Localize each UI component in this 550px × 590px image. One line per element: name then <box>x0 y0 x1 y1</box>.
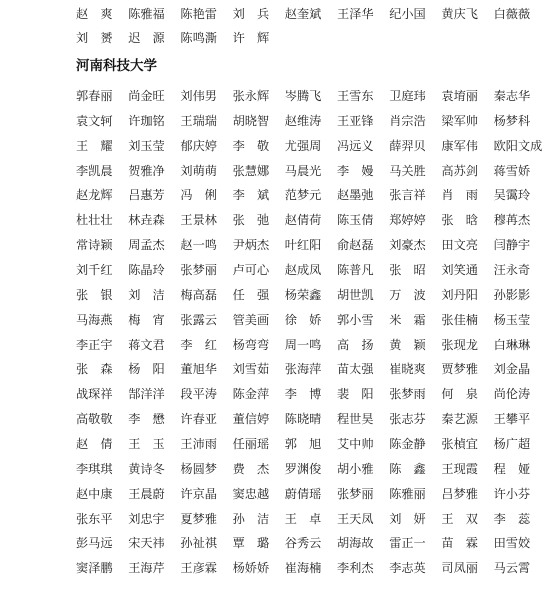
name-entry: 高敬敬 <box>76 412 113 427</box>
name-entry: 马云霄 <box>493 561 531 576</box>
name-entry: 崔晓爽 <box>389 362 426 377</box>
name-entry: 吕梦雅 <box>441 486 478 501</box>
name-entry: 张言祥 <box>389 188 426 203</box>
name-entry: 马关胜 <box>389 163 426 178</box>
name-entry: 李 嫚 <box>337 163 374 178</box>
name-entry: 汪永奇 <box>493 263 531 277</box>
name-entry: 费 杰 <box>232 461 270 476</box>
name-entry: 孙祉祺 <box>180 536 217 551</box>
name-entry: 李 敬 <box>232 138 270 153</box>
name-entry: 黄诗冬 <box>128 461 165 476</box>
name-entry: 张海萍 <box>284 362 322 377</box>
name-entry: 张梦雨 <box>389 387 426 402</box>
name-entry: 董信婷 <box>232 412 270 427</box>
name-entry: 林垚森 <box>128 213 165 228</box>
name-entry: 郑婷婷 <box>389 213 426 228</box>
name-entry: 高 扬 <box>337 337 374 352</box>
main-name-row <box>76 483 546 505</box>
name-entry: 梁军帅 <box>441 113 478 128</box>
name-entry: 张楨宜 <box>441 436 478 451</box>
name-entry: 陈晓晴 <box>284 412 322 427</box>
name-entry: 刘 妍 <box>389 511 426 526</box>
name-entry: 秦艺源 <box>441 412 478 427</box>
name-entry: 陈艳雷 <box>180 7 217 21</box>
top-name-row <box>76 3 546 25</box>
name-entry: 杨梦科 <box>493 113 531 128</box>
name-entry: 杨玉莹 <box>493 312 531 327</box>
name-entry: 尹炳杰 <box>232 238 270 253</box>
name-entry: 刘金晶 <box>493 362 531 377</box>
name-entry: 陈雅丽 <box>389 486 426 501</box>
name-entry: 白薇薇 <box>493 7 531 21</box>
name-entry: 艾中帅 <box>337 436 374 451</box>
name-entry: 张露云 <box>180 312 217 327</box>
name-entry: 赵维涛 <box>284 113 322 128</box>
name-entry: 尚金旺 <box>128 89 165 103</box>
name-entry: 郁庆婷 <box>180 138 217 153</box>
name-entry: 陈玉倩 <box>337 213 374 228</box>
name-entry: 张慧娜 <box>232 163 270 178</box>
name-entry: 尤强周 <box>284 138 322 153</box>
name-entry: 郜洋洋 <box>128 387 165 402</box>
name-entry: 刘丹阳 <box>441 287 478 302</box>
name-entry: 王攀平 <box>493 412 531 427</box>
name-entry: 贾梦雅 <box>441 362 478 377</box>
name-entry: 赵倩荷 <box>284 213 322 228</box>
main-name-row <box>76 309 546 331</box>
name-entry: 管美画 <box>232 312 270 327</box>
name-entry: 黄庆飞 <box>441 7 478 21</box>
main-name-row <box>76 234 546 256</box>
name-entry: 秦志华 <box>493 89 531 103</box>
name-entry: 张现龙 <box>441 337 478 352</box>
name-entry: 任 强 <box>232 287 270 302</box>
name-entry: 许 辉 <box>232 30 270 45</box>
name-entry: 吕惠芳 <box>128 188 165 203</box>
main-name-row <box>76 532 546 554</box>
name-entry: 王 玉 <box>128 436 165 451</box>
name-entry: 王晨蔚 <box>128 486 165 501</box>
name-entry: 刘千红 <box>76 263 113 277</box>
name-entry: 苗 霖 <box>441 536 478 551</box>
name-entry: 司凤丽 <box>441 561 478 576</box>
name-entry: 俞赵磊 <box>337 238 374 253</box>
name-entry: 张梦丽 <box>180 263 217 277</box>
name-entry: 孙影影 <box>493 287 531 302</box>
name-entry: 卢可心 <box>232 263 270 277</box>
main-name-row <box>76 184 546 206</box>
name-entry: 王泽华 <box>337 7 374 21</box>
name-entry: 刘豪杰 <box>389 238 426 253</box>
name-entry: 张志芬 <box>389 412 426 427</box>
name-entry: 赵中康 <box>76 486 113 501</box>
name-entry: 王彦霖 <box>180 561 217 576</box>
main-name-row <box>76 110 546 132</box>
name-entry: 康军伟 <box>441 138 478 153</box>
name-entry: 王 耀 <box>76 138 113 153</box>
name-entry: 常诗颖 <box>76 238 113 253</box>
name-entry: 张佳楠 <box>441 312 478 327</box>
name-entry: 王现霞 <box>441 461 478 476</box>
main-name-row <box>76 334 546 356</box>
name-entry: 杨圆梦 <box>180 461 217 476</box>
name-entry: 董旭华 <box>180 362 217 377</box>
name-entry: 胡海故 <box>337 536 374 551</box>
name-entry: 陈普凡 <box>337 263 374 277</box>
name-entry: 赵龙辉 <box>76 188 113 203</box>
main-name-row <box>76 209 546 231</box>
name-entry: 袁文轲 <box>76 113 113 128</box>
name-entry: 薛羿贝 <box>389 138 426 153</box>
name-entry: 王天凤 <box>337 511 374 526</box>
main-name-row <box>76 160 546 182</box>
name-entry: 王海芹 <box>128 561 165 576</box>
name-entry: 刘 洁 <box>128 287 165 302</box>
main-name-row <box>76 358 546 380</box>
name-entry: 肖 雨 <box>441 188 478 203</box>
name-entry: 贺雅净 <box>128 163 165 178</box>
name-entry: 王 卓 <box>284 511 322 526</box>
name-entry: 白琳琳 <box>493 337 531 352</box>
name-entry: 崔海楠 <box>284 561 322 576</box>
name-entry: 郭春丽 <box>76 89 113 103</box>
name-entry: 谷秀云 <box>284 536 322 551</box>
name-entry: 欧阳文成 <box>493 138 543 153</box>
name-entry: 高苏剑 <box>441 163 478 178</box>
name-entry: 杨荣鑫 <box>284 287 322 302</box>
name-entry: 王景林 <box>180 213 217 228</box>
name-entry: 任丽瑶 <box>232 436 270 451</box>
name-entry: 陈 鑫 <box>389 461 426 476</box>
name-entry: 李 蕊 <box>493 511 531 526</box>
name-entry: 彭马远 <box>76 536 113 551</box>
name-entry: 刘玉莹 <box>128 138 165 153</box>
name-entry: 刘萌萌 <box>180 163 217 178</box>
name-entry: 王雪东 <box>337 89 374 103</box>
name-entry: 张东平 <box>76 511 113 526</box>
name-entry: 许小芬 <box>493 486 531 501</box>
name-entry: 覃 璐 <box>232 536 270 551</box>
name-entry: 郭小雪 <box>337 312 374 327</box>
name-entry: 许京晶 <box>180 486 217 501</box>
name-entry: 程世昊 <box>337 412 374 427</box>
name-entry: 周孟杰 <box>128 238 165 253</box>
name-entry: 郭 旭 <box>284 436 322 451</box>
name-entry: 胡世凯 <box>337 287 374 302</box>
name-entry: 陈雅福 <box>128 7 165 21</box>
name-entry: 张 银 <box>76 287 113 302</box>
name-entry: 陈晶玲 <box>128 263 165 277</box>
name-entry: 雷正一 <box>389 536 426 551</box>
name-entry: 夏梦雅 <box>180 511 217 526</box>
name-entry: 叶红阳 <box>284 238 322 253</box>
name-entry: 李 博 <box>284 387 322 402</box>
name-entry: 王瑞瑞 <box>180 113 217 128</box>
name-entry: 苗太强 <box>337 362 374 377</box>
name-entry: 岑腾飞 <box>284 89 322 103</box>
name-entry: 杜壮壮 <box>76 213 113 228</box>
name-entry: 李正宇 <box>76 337 113 352</box>
name-entry: 杨广超 <box>493 436 531 451</box>
name-entry: 杨 阳 <box>128 362 165 377</box>
name-entry: 李 红 <box>180 337 217 352</box>
main-name-row <box>76 408 546 430</box>
name-entry: 宋天祎 <box>128 536 165 551</box>
name-entry: 李 斌 <box>232 188 270 203</box>
name-entry: 吴霭玲 <box>493 188 531 203</box>
name-entry: 徐 娇 <box>284 312 322 327</box>
main-name-row <box>76 135 546 157</box>
name-entry: 陈金静 <box>389 436 426 451</box>
name-entry: 蔚倩瑶 <box>284 486 322 501</box>
name-entry: 王 双 <box>441 511 478 526</box>
name-entry: 穆苒杰 <box>493 213 531 228</box>
name-entry: 张 弛 <box>232 213 270 228</box>
name-entry: 许春亚 <box>180 412 217 427</box>
name-entry: 何 泉 <box>441 387 478 402</box>
name-entry: 胡小雅 <box>337 461 374 476</box>
name-entry: 李 懋 <box>128 412 165 427</box>
name-entry: 蒋雪娇 <box>493 163 531 178</box>
name-entry: 范梦元 <box>284 188 322 203</box>
name-entry: 张永辉 <box>232 89 270 103</box>
name-entry: 战琛祥 <box>76 387 113 402</box>
name-entry: 李利杰 <box>337 561 374 576</box>
main-name-row <box>76 259 546 281</box>
name-entry: 陈金萍 <box>232 387 270 402</box>
top-name-row <box>76 27 546 49</box>
name-entry: 刘雪茹 <box>232 362 270 377</box>
section-heading-henan-university-of-science-and-technology: 河南科技大学 <box>76 58 157 74</box>
name-entry: 赵 倩 <box>76 436 113 451</box>
name-entry: 赵 爽 <box>76 7 113 21</box>
name-entry: 许珈铭 <box>128 113 165 128</box>
name-entry: 杨弯弯 <box>232 337 270 352</box>
name-entry: 马海燕 <box>76 312 113 327</box>
name-entry: 纪小国 <box>389 7 426 21</box>
name-entry: 张 晗 <box>441 213 478 228</box>
name-entry: 赵一鸣 <box>180 238 217 253</box>
main-name-row <box>76 284 546 306</box>
name-entry: 袁堉丽 <box>441 89 478 103</box>
name-entry: 赵奎斌 <box>284 7 322 21</box>
name-entry: 闫静宇 <box>493 238 531 253</box>
name-entry: 李志英 <box>389 561 426 576</box>
name-entry: 刘忠宇 <box>128 511 165 526</box>
name-entry: 梅 宵 <box>128 312 165 327</box>
name-entry: 梅高磊 <box>180 287 217 302</box>
main-name-row <box>76 508 546 530</box>
name-entry: 陈鸣澌 <box>180 30 217 45</box>
name-entry: 李凯晨 <box>76 163 113 178</box>
name-entry: 孙 洁 <box>232 511 270 526</box>
name-entry: 黄 颖 <box>389 337 426 352</box>
name-entry: 杨娇娇 <box>232 561 270 576</box>
name-entry: 王沛雨 <box>180 436 217 451</box>
name-entry: 刘笑通 <box>441 263 478 277</box>
name-entry: 马晨光 <box>284 163 322 178</box>
name-entry: 胡晓智 <box>232 113 270 128</box>
name-entry: 肖宗浩 <box>389 113 426 128</box>
main-name-row <box>76 383 546 405</box>
name-entry: 裴 阳 <box>337 387 374 402</box>
name-entry: 刘 赟 <box>76 30 113 45</box>
name-entry: 赵墨弛 <box>337 188 374 203</box>
name-entry: 李琪琪 <box>76 461 113 476</box>
name-entry: 张梦丽 <box>337 486 374 501</box>
name-entry: 米 霜 <box>389 312 426 327</box>
name-entry: 田雪姣 <box>493 536 531 551</box>
name-entry: 王亚锋 <box>337 113 374 128</box>
name-entry: 田文亮 <box>441 238 478 253</box>
name-entry: 刘伟男 <box>180 89 217 103</box>
name-entry: 段平涛 <box>180 387 217 402</box>
name-entry: 赵成凤 <box>284 263 322 277</box>
name-entry: 周一鸣 <box>284 337 322 352</box>
name-entry: 窦泽鹏 <box>76 561 113 576</box>
name-entry: 蒋文君 <box>128 337 165 352</box>
name-entry: 冯远义 <box>337 138 374 153</box>
main-name-row <box>76 557 546 579</box>
name-entry: 张 昭 <box>389 263 426 277</box>
name-entry: 张 森 <box>76 362 113 377</box>
name-entry: 卫庭玮 <box>389 89 426 103</box>
name-entry: 迟 源 <box>128 30 165 45</box>
name-entry: 程 娅 <box>493 461 531 476</box>
name-entry: 刘 兵 <box>232 7 270 21</box>
main-name-row <box>76 458 546 480</box>
name-entry: 罗渊俊 <box>284 461 322 476</box>
name-entry: 万 波 <box>389 287 426 302</box>
main-name-row <box>76 433 546 455</box>
name-entry: 冯 俐 <box>180 188 217 203</box>
name-entry: 窦忠越 <box>232 486 270 501</box>
main-name-row <box>76 85 546 107</box>
name-entry: 尚伦涛 <box>493 387 531 402</box>
